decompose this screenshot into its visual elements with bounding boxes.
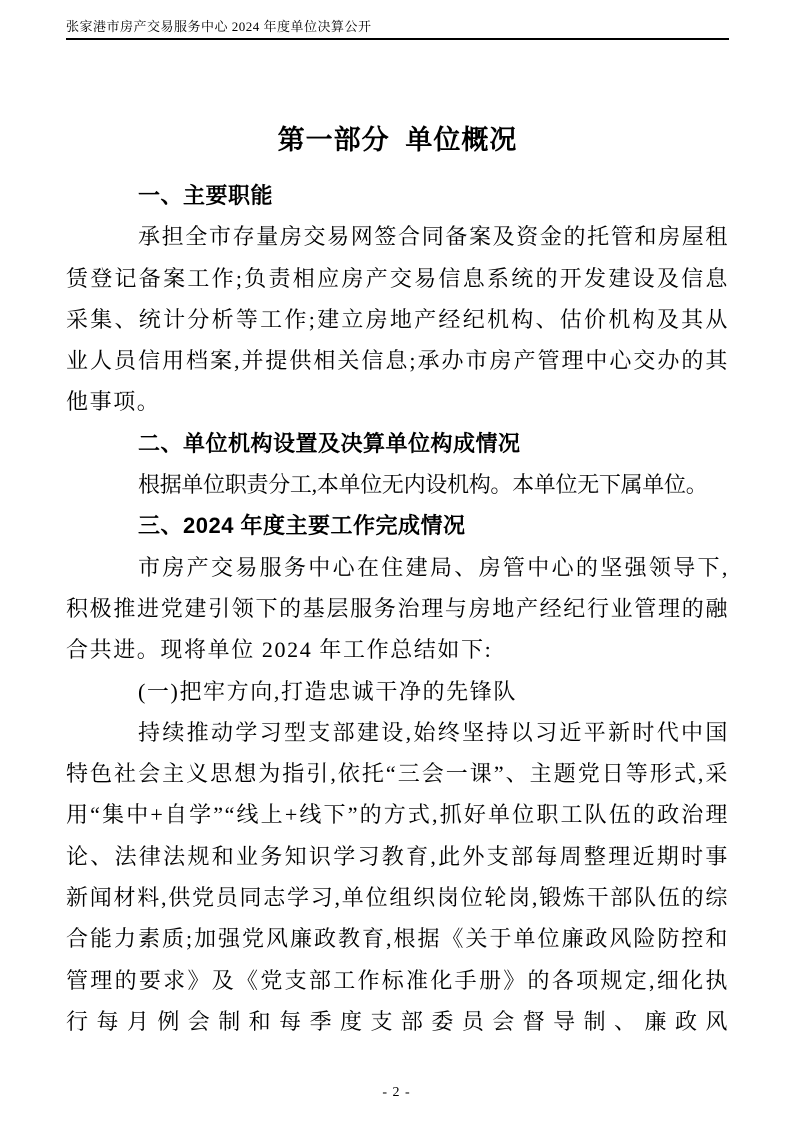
subsection-heading-party-building: (一)把牢方向,打造忠诚干净的先锋队 (138, 678, 517, 704)
section-heading-org-structure: 二、单位机构设置及决算单位构成情况 (138, 430, 521, 456)
page-footer (0, 1084, 793, 1101)
paragraph-party-building: 持续推动学习型支部建设,始终坚持以习近平新时代中国特色社会主义思想为指引,依托“三会一课”、主题党日等形式,采用“集中+自学”“线上+线下”的方式,抓好单位职工队伍的政治理论、法律法规和业务知识学习教育,此外支部每周整理近期时事新闻材料,供党员同志学习,单位组织岗位轮岗,锻炼干部队伍的综合能力素质;加强党风廉政教育,根据《关于单位廉政风险防控和管理的要求》及《党支部工作标准化手册》的各项规定,细化执行每月例会制和每季度支部委员会督导制、廉政风 (66, 719, 729, 1034)
paragraph-2024-work-intro: 市房产交易服务中心在住建局、房管中心的坚强领导下,积极推进党建引领下的基层服务治理与房地产经纪行业管理的融合共进。现将单位 2024 年工作总结如下: (66, 554, 729, 663)
paragraph-org-structure: 根据单位职责分工,本单位无内设机构。本单位无下属单位。 (138, 472, 708, 498)
page-header (66, 19, 729, 40)
section-heading-2024-work: 三、2024 年度主要工作完成情况 (138, 513, 466, 539)
section-heading-main-functions: 一、主要职能 (138, 183, 274, 208)
header-title: 张家港市房产交易服务中心 2024 年度单位决算公开 (66, 19, 372, 34)
document-body (66, 175, 729, 1043)
page-title: 第一部分 单位概况 (277, 125, 518, 155)
paragraph-main-functions: 承担全市存量房交易网签合同备案及资金的托管和房屋租赁登记备案工作;负责相应房产交易信息系统的开发建设及信息采集、统计分析等工作;建立房地产经纪机构、估价机构及其从业人员信用档案,并提供相关信息;承办市房产管理中心交办的其他事项。 (66, 224, 729, 415)
page-number: - 2 - (382, 1085, 411, 1100)
